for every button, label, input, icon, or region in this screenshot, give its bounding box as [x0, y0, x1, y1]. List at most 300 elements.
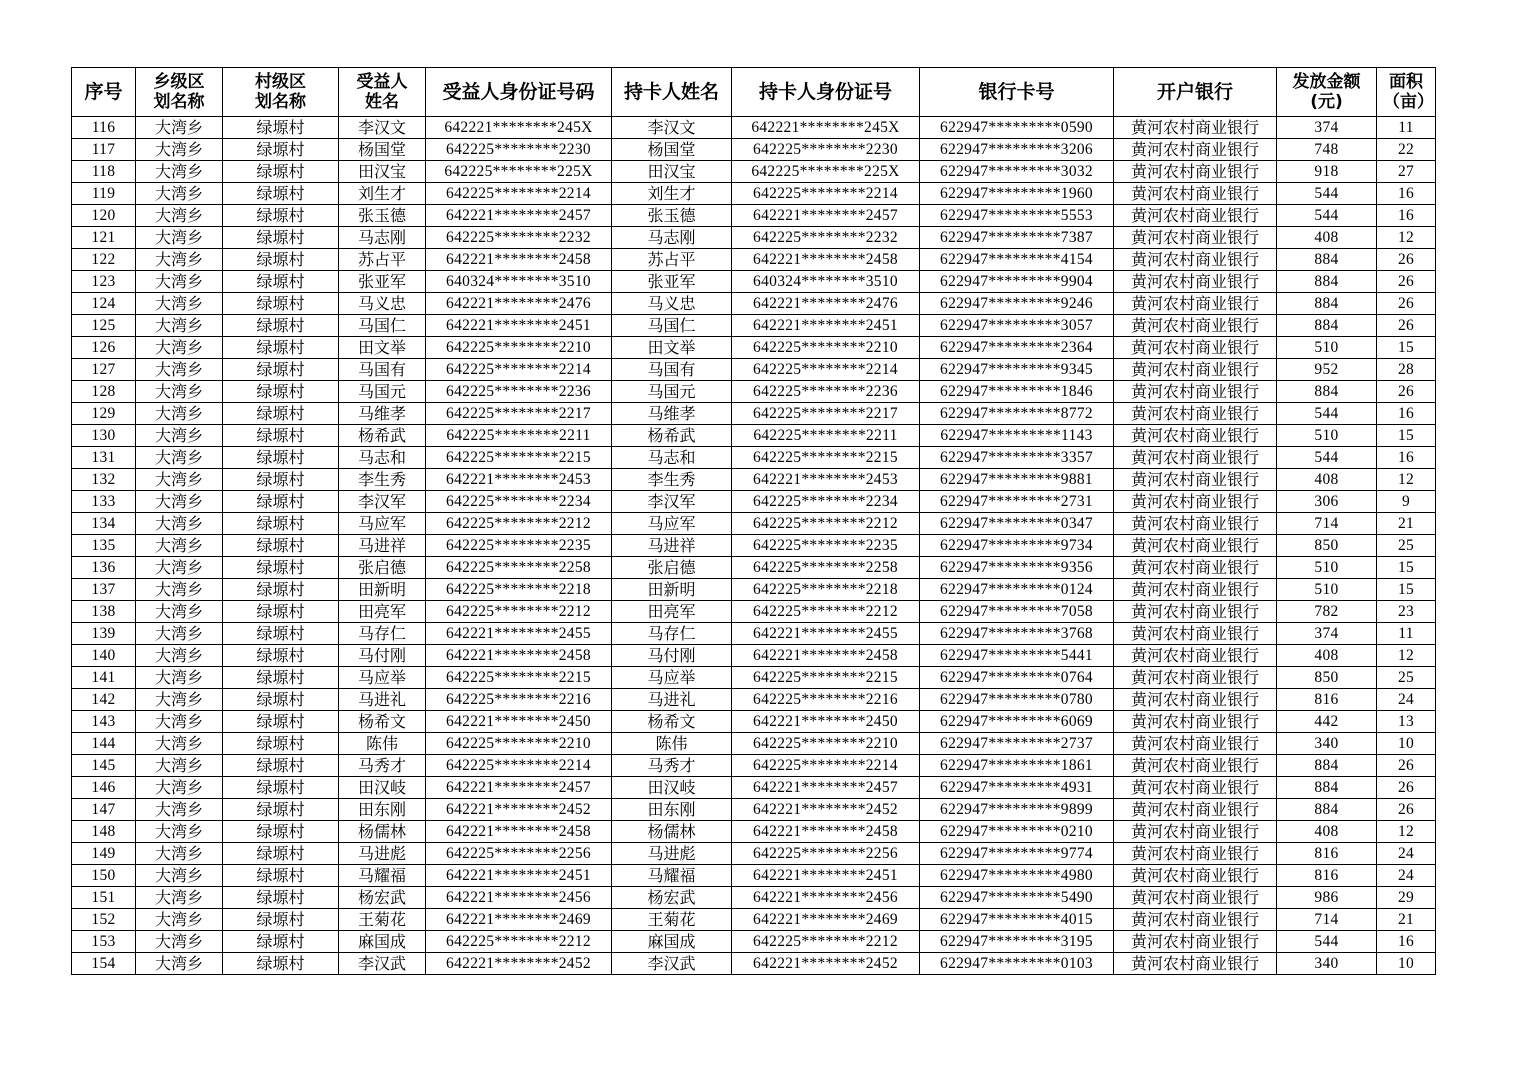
cell-beneficiary: 麻国成	[339, 931, 426, 953]
cell-area: 13	[1377, 711, 1436, 733]
cell-holder: 杨希文	[612, 711, 732, 733]
cell-township: 大湾乡	[136, 887, 223, 909]
header-township: 乡级区划名称	[136, 68, 223, 117]
cell-area: 27	[1377, 161, 1436, 183]
cell-beneficiary-id: 642225********2258	[426, 557, 612, 579]
table-row	[72, 601, 1436, 623]
cell-seq: 140	[72, 645, 136, 667]
table-row	[72, 183, 1436, 205]
cell-area: 16	[1377, 403, 1436, 425]
cell-beneficiary: 马存仁	[339, 623, 426, 645]
cell-holder: 杨希武	[612, 425, 732, 447]
cell-holder: 田汉岐	[612, 777, 732, 799]
cell-area: 23	[1377, 601, 1436, 623]
cell-seq: 135	[72, 535, 136, 557]
cell-beneficiary-id: 642225********2230	[426, 139, 612, 161]
cell-amount: 884	[1277, 271, 1377, 293]
header-amount: 发放金额(元)	[1277, 68, 1377, 117]
cell-amount: 544	[1277, 931, 1377, 953]
cell-township: 大湾乡	[136, 865, 223, 887]
cell-beneficiary-id: 642221********2452	[426, 953, 612, 975]
cell-beneficiary: 田亮军	[339, 601, 426, 623]
table-row	[72, 535, 1436, 557]
cell-bank: 黄河农村商业银行	[1114, 381, 1277, 403]
cell-holder-id: 642221********2458	[732, 821, 920, 843]
cell-bank: 黄河农村商业银行	[1114, 183, 1277, 205]
cell-holder-id: 642221********2457	[732, 777, 920, 799]
cell-beneficiary: 马进彪	[339, 843, 426, 865]
cell-holder: 杨国堂	[612, 139, 732, 161]
cell-beneficiary: 李汉军	[339, 491, 426, 513]
header-card: 银行卡号	[920, 68, 1114, 117]
cell-area: 26	[1377, 381, 1436, 403]
header-row	[72, 68, 1436, 117]
cell-amount: 510	[1277, 557, 1377, 579]
cell-card: 622947*********9904	[920, 271, 1114, 293]
cell-seq: 153	[72, 931, 136, 953]
cell-holder: 杨儒林	[612, 821, 732, 843]
cell-area: 26	[1377, 777, 1436, 799]
table-row	[72, 403, 1436, 425]
cell-village: 绿塬村	[223, 271, 339, 293]
cell-amount: 884	[1277, 777, 1377, 799]
cell-amount: 306	[1277, 491, 1377, 513]
cell-holder-id: 642221********2451	[732, 315, 920, 337]
cell-township: 大湾乡	[136, 777, 223, 799]
cell-holder: 马维孝	[612, 403, 732, 425]
table-row	[72, 117, 1436, 139]
cell-township: 大湾乡	[136, 447, 223, 469]
cell-card: 622947*********8772	[920, 403, 1114, 425]
cell-township: 大湾乡	[136, 667, 223, 689]
cell-beneficiary: 田东刚	[339, 799, 426, 821]
cell-township: 大湾乡	[136, 843, 223, 865]
cell-beneficiary-id: 642225********2215	[426, 667, 612, 689]
cell-area: 11	[1377, 623, 1436, 645]
cell-township: 大湾乡	[136, 227, 223, 249]
cell-holder: 马志刚	[612, 227, 732, 249]
cell-holder: 马耀福	[612, 865, 732, 887]
cell-holder-id: 642225********2215	[732, 667, 920, 689]
cell-holder: 陈伟	[612, 733, 732, 755]
cell-amount: 408	[1277, 469, 1377, 491]
cell-area: 12	[1377, 227, 1436, 249]
table-row	[72, 689, 1436, 711]
cell-village: 绿塬村	[223, 601, 339, 623]
cell-holder-id: 642225********2230	[732, 139, 920, 161]
cell-township: 大湾乡	[136, 535, 223, 557]
cell-amount: 544	[1277, 205, 1377, 227]
cell-beneficiary: 杨宏武	[339, 887, 426, 909]
cell-beneficiary-id: 642221********2476	[426, 293, 612, 315]
cell-holder-id: 642225********2258	[732, 557, 920, 579]
cell-bank: 黄河农村商业银行	[1114, 821, 1277, 843]
cell-holder-id: 642221********2469	[732, 909, 920, 931]
cell-seq: 145	[72, 755, 136, 777]
cell-village: 绿塬村	[223, 161, 339, 183]
cell-holder-id: 642225********2216	[732, 689, 920, 711]
cell-bank: 黄河农村商业银行	[1114, 887, 1277, 909]
cell-card: 622947*********3357	[920, 447, 1114, 469]
cell-township: 大湾乡	[136, 953, 223, 975]
cell-holder: 马国有	[612, 359, 732, 381]
cell-village: 绿塬村	[223, 931, 339, 953]
cell-township: 大湾乡	[136, 117, 223, 139]
cell-beneficiary: 杨儒林	[339, 821, 426, 843]
cell-seq: 151	[72, 887, 136, 909]
cell-seq: 121	[72, 227, 136, 249]
cell-village: 绿塬村	[223, 799, 339, 821]
cell-village: 绿塬村	[223, 205, 339, 227]
cell-area: 11	[1377, 117, 1436, 139]
cell-card: 622947*********0590	[920, 117, 1114, 139]
cell-beneficiary: 马秀才	[339, 755, 426, 777]
cell-amount: 816	[1277, 865, 1377, 887]
cell-village: 绿塬村	[223, 183, 339, 205]
table-row	[72, 711, 1436, 733]
cell-bank: 黄河农村商业银行	[1114, 271, 1277, 293]
cell-holder: 杨宏武	[612, 887, 732, 909]
cell-seq: 119	[72, 183, 136, 205]
cell-beneficiary: 杨希武	[339, 425, 426, 447]
table-row	[72, 139, 1436, 161]
cell-beneficiary-id: 642221********2453	[426, 469, 612, 491]
cell-card: 622947*********4015	[920, 909, 1114, 931]
cell-bank: 黄河农村商业银行	[1114, 447, 1277, 469]
table-row	[72, 315, 1436, 337]
cell-village: 绿塬村	[223, 315, 339, 337]
cell-seq: 146	[72, 777, 136, 799]
cell-bank: 黄河农村商业银行	[1114, 469, 1277, 491]
cell-holder: 张亚军	[612, 271, 732, 293]
cell-amount: 374	[1277, 117, 1377, 139]
cell-seq: 150	[72, 865, 136, 887]
cell-card: 622947*********9774	[920, 843, 1114, 865]
cell-card: 622947*********9899	[920, 799, 1114, 821]
cell-village: 绿塬村	[223, 337, 339, 359]
cell-holder-id: 642225********2212	[732, 513, 920, 535]
cell-amount: 374	[1277, 623, 1377, 645]
cell-village: 绿塬村	[223, 843, 339, 865]
cell-amount: 884	[1277, 381, 1377, 403]
cell-township: 大湾乡	[136, 557, 223, 579]
cell-bank: 黄河农村商业银行	[1114, 711, 1277, 733]
cell-township: 大湾乡	[136, 645, 223, 667]
cell-township: 大湾乡	[136, 491, 223, 513]
cell-village: 绿塬村	[223, 535, 339, 557]
cell-village: 绿塬村	[223, 821, 339, 843]
cell-holder: 田文举	[612, 337, 732, 359]
cell-holder-id: 642221********2458	[732, 645, 920, 667]
cell-holder: 马进彪	[612, 843, 732, 865]
cell-beneficiary-id: 642225********2217	[426, 403, 612, 425]
cell-card: 622947*********4931	[920, 777, 1114, 799]
cell-card: 622947*********9734	[920, 535, 1114, 557]
cell-bank: 黄河农村商业银行	[1114, 117, 1277, 139]
cell-holder: 李汉武	[612, 953, 732, 975]
cell-seq: 148	[72, 821, 136, 843]
cell-township: 大湾乡	[136, 601, 223, 623]
table-row	[72, 293, 1436, 315]
cell-area: 22	[1377, 139, 1436, 161]
cell-card: 622947*********7387	[920, 227, 1114, 249]
subsidy-table	[71, 67, 1436, 975]
cell-beneficiary-id: 642225********2215	[426, 447, 612, 469]
cell-seq: 125	[72, 315, 136, 337]
cell-township: 大湾乡	[136, 689, 223, 711]
table-row	[72, 865, 1436, 887]
cell-village: 绿塬村	[223, 953, 339, 975]
cell-beneficiary: 张亚军	[339, 271, 426, 293]
cell-card: 622947*********5441	[920, 645, 1114, 667]
cell-beneficiary: 马付刚	[339, 645, 426, 667]
cell-beneficiary: 田汉宝	[339, 161, 426, 183]
cell-beneficiary-id: 642221********245X	[426, 117, 612, 139]
header-beneficiary: 受益人姓名	[339, 68, 426, 117]
cell-township: 大湾乡	[136, 337, 223, 359]
cell-beneficiary: 田文举	[339, 337, 426, 359]
cell-seq: 144	[72, 733, 136, 755]
cell-holder-id: 642225********2218	[732, 579, 920, 601]
table-row	[72, 667, 1436, 689]
cell-village: 绿塬村	[223, 293, 339, 315]
cell-township: 大湾乡	[136, 513, 223, 535]
cell-card: 622947*********5553	[920, 205, 1114, 227]
cell-village: 绿塬村	[223, 469, 339, 491]
cell-village: 绿塬村	[223, 425, 339, 447]
cell-amount: 850	[1277, 535, 1377, 557]
cell-amount: 340	[1277, 953, 1377, 975]
cell-beneficiary-id: 642225********2214	[426, 359, 612, 381]
cell-village: 绿塬村	[223, 227, 339, 249]
cell-holder-id: 642225********2235	[732, 535, 920, 557]
cell-amount: 816	[1277, 689, 1377, 711]
cell-beneficiary: 张启德	[339, 557, 426, 579]
cell-beneficiary-id: 642221********2455	[426, 623, 612, 645]
cell-bank: 黄河农村商业银行	[1114, 777, 1277, 799]
cell-holder: 李汉文	[612, 117, 732, 139]
cell-beneficiary-id: 642225********2218	[426, 579, 612, 601]
cell-amount: 884	[1277, 315, 1377, 337]
cell-area: 16	[1377, 447, 1436, 469]
cell-holder-id: 642221********2452	[732, 799, 920, 821]
cell-card: 622947*********9356	[920, 557, 1114, 579]
cell-area: 12	[1377, 469, 1436, 491]
cell-card: 622947*********0124	[920, 579, 1114, 601]
cell-beneficiary: 马国元	[339, 381, 426, 403]
cell-beneficiary: 马进祥	[339, 535, 426, 557]
cell-beneficiary-id: 642225********2212	[426, 931, 612, 953]
cell-township: 大湾乡	[136, 931, 223, 953]
cell-card: 622947*********0347	[920, 513, 1114, 535]
cell-area: 24	[1377, 843, 1436, 865]
cell-bank: 黄河农村商业银行	[1114, 535, 1277, 557]
cell-card: 622947*********9345	[920, 359, 1114, 381]
cell-amount: 408	[1277, 227, 1377, 249]
cell-bank: 黄河农村商业银行	[1114, 513, 1277, 535]
cell-area: 9	[1377, 491, 1436, 513]
cell-holder-id: 642225********2232	[732, 227, 920, 249]
cell-beneficiary: 马国仁	[339, 315, 426, 337]
cell-seq: 126	[72, 337, 136, 359]
cell-area: 12	[1377, 645, 1436, 667]
cell-beneficiary: 田汉岐	[339, 777, 426, 799]
cell-village: 绿塬村	[223, 689, 339, 711]
cell-beneficiary: 马义忠	[339, 293, 426, 315]
table-row	[72, 469, 1436, 491]
cell-holder-id: 642221********2458	[732, 249, 920, 271]
cell-bank: 黄河农村商业银行	[1114, 645, 1277, 667]
cell-seq: 127	[72, 359, 136, 381]
cell-card: 622947*********7058	[920, 601, 1114, 623]
cell-bank: 黄河农村商业银行	[1114, 425, 1277, 447]
cell-holder: 苏占平	[612, 249, 732, 271]
cell-holder-id: 642225********2214	[732, 755, 920, 777]
header-holder-id: 持卡人身份证号	[732, 68, 920, 117]
table-row	[72, 491, 1436, 513]
cell-area: 15	[1377, 579, 1436, 601]
cell-bank: 黄河农村商业银行	[1114, 227, 1277, 249]
cell-holder: 田亮军	[612, 601, 732, 623]
cell-village: 绿塬村	[223, 755, 339, 777]
cell-village: 绿塬村	[223, 381, 339, 403]
cell-village: 绿塬村	[223, 249, 339, 271]
cell-card: 622947*********0210	[920, 821, 1114, 843]
table-row	[72, 931, 1436, 953]
cell-holder: 张启德	[612, 557, 732, 579]
cell-amount: 510	[1277, 579, 1377, 601]
table-row	[72, 909, 1436, 931]
cell-township: 大湾乡	[136, 161, 223, 183]
table-row	[72, 513, 1436, 535]
header-holder: 持卡人姓名	[612, 68, 732, 117]
cell-amount: 816	[1277, 843, 1377, 865]
cell-holder-id: 642225********225X	[732, 161, 920, 183]
cell-holder-id: 642225********2217	[732, 403, 920, 425]
cell-beneficiary-id: 642221********2457	[426, 205, 612, 227]
cell-holder-id: 642225********2214	[732, 359, 920, 381]
cell-area: 21	[1377, 513, 1436, 535]
cell-holder: 马应举	[612, 667, 732, 689]
cell-holder: 王菊花	[612, 909, 732, 931]
cell-bank: 黄河农村商业银行	[1114, 689, 1277, 711]
cell-bank: 黄河农村商业银行	[1114, 865, 1277, 887]
cell-holder-id: 642225********2234	[732, 491, 920, 513]
cell-area: 26	[1377, 315, 1436, 337]
cell-amount: 884	[1277, 293, 1377, 315]
cell-village: 绿塬村	[223, 579, 339, 601]
cell-holder-id: 642221********2456	[732, 887, 920, 909]
cell-village: 绿塬村	[223, 909, 339, 931]
cell-card: 622947*********3206	[920, 139, 1114, 161]
cell-beneficiary-id: 642225********2236	[426, 381, 612, 403]
cell-beneficiary: 马维孝	[339, 403, 426, 425]
table-row	[72, 381, 1436, 403]
cell-area: 26	[1377, 755, 1436, 777]
cell-amount: 544	[1277, 447, 1377, 469]
cell-township: 大湾乡	[136, 909, 223, 931]
cell-area: 10	[1377, 953, 1436, 975]
cell-amount: 544	[1277, 403, 1377, 425]
cell-bank: 黄河农村商业银行	[1114, 755, 1277, 777]
cell-holder-id: 642225********2210	[732, 733, 920, 755]
cell-holder: 马进祥	[612, 535, 732, 557]
table-row	[72, 579, 1436, 601]
cell-beneficiary: 李汉文	[339, 117, 426, 139]
cell-amount: 442	[1277, 711, 1377, 733]
cell-holder-id: 642225********2236	[732, 381, 920, 403]
cell-beneficiary: 陈伟	[339, 733, 426, 755]
cell-amount: 850	[1277, 667, 1377, 689]
header-seq: 序号	[72, 68, 136, 117]
cell-area: 28	[1377, 359, 1436, 381]
cell-bank: 黄河农村商业银行	[1114, 205, 1277, 227]
cell-amount: 340	[1277, 733, 1377, 755]
table-row	[72, 645, 1436, 667]
cell-seq: 138	[72, 601, 136, 623]
cell-township: 大湾乡	[136, 139, 223, 161]
header-beneficiary-id: 受益人身份证号码	[426, 68, 612, 117]
header-area: 面积（亩）	[1377, 68, 1436, 117]
cell-village: 绿塬村	[223, 887, 339, 909]
cell-area: 21	[1377, 909, 1436, 931]
cell-township: 大湾乡	[136, 249, 223, 271]
cell-seq: 137	[72, 579, 136, 601]
cell-amount: 884	[1277, 249, 1377, 271]
cell-seq: 123	[72, 271, 136, 293]
cell-bank: 黄河农村商业银行	[1114, 557, 1277, 579]
cell-seq: 139	[72, 623, 136, 645]
cell-amount: 714	[1277, 513, 1377, 535]
cell-seq: 134	[72, 513, 136, 535]
cell-area: 29	[1377, 887, 1436, 909]
cell-amount: 952	[1277, 359, 1377, 381]
cell-seq: 118	[72, 161, 136, 183]
cell-amount: 748	[1277, 139, 1377, 161]
cell-township: 大湾乡	[136, 799, 223, 821]
cell-holder: 张玉德	[612, 205, 732, 227]
cell-area: 10	[1377, 733, 1436, 755]
cell-beneficiary: 马进礼	[339, 689, 426, 711]
cell-area: 25	[1377, 667, 1436, 689]
cell-village: 绿塬村	[223, 557, 339, 579]
cell-area: 26	[1377, 271, 1436, 293]
cell-holder-id: 642225********2212	[732, 601, 920, 623]
cell-card: 622947*********1960	[920, 183, 1114, 205]
cell-card: 622947*********9246	[920, 293, 1114, 315]
cell-amount: 884	[1277, 799, 1377, 821]
cell-beneficiary-id: 642225********2234	[426, 491, 612, 513]
cell-amount: 714	[1277, 909, 1377, 931]
table-row	[72, 733, 1436, 755]
cell-holder: 马志和	[612, 447, 732, 469]
header-village: 村级区划名称	[223, 68, 339, 117]
cell-bank: 黄河农村商业银行	[1114, 843, 1277, 865]
cell-township: 大湾乡	[136, 359, 223, 381]
cell-beneficiary: 王菊花	[339, 909, 426, 931]
cell-card: 622947*********1846	[920, 381, 1114, 403]
cell-beneficiary-id: 642221********2456	[426, 887, 612, 909]
cell-area: 15	[1377, 337, 1436, 359]
cell-beneficiary-id: 640324********3510	[426, 271, 612, 293]
cell-beneficiary-id: 642221********2450	[426, 711, 612, 733]
cell-township: 大湾乡	[136, 733, 223, 755]
cell-seq: 133	[72, 491, 136, 513]
cell-card: 622947*********2364	[920, 337, 1114, 359]
cell-area: 25	[1377, 535, 1436, 557]
cell-amount: 544	[1277, 183, 1377, 205]
cell-beneficiary-id: 642225********2256	[426, 843, 612, 865]
